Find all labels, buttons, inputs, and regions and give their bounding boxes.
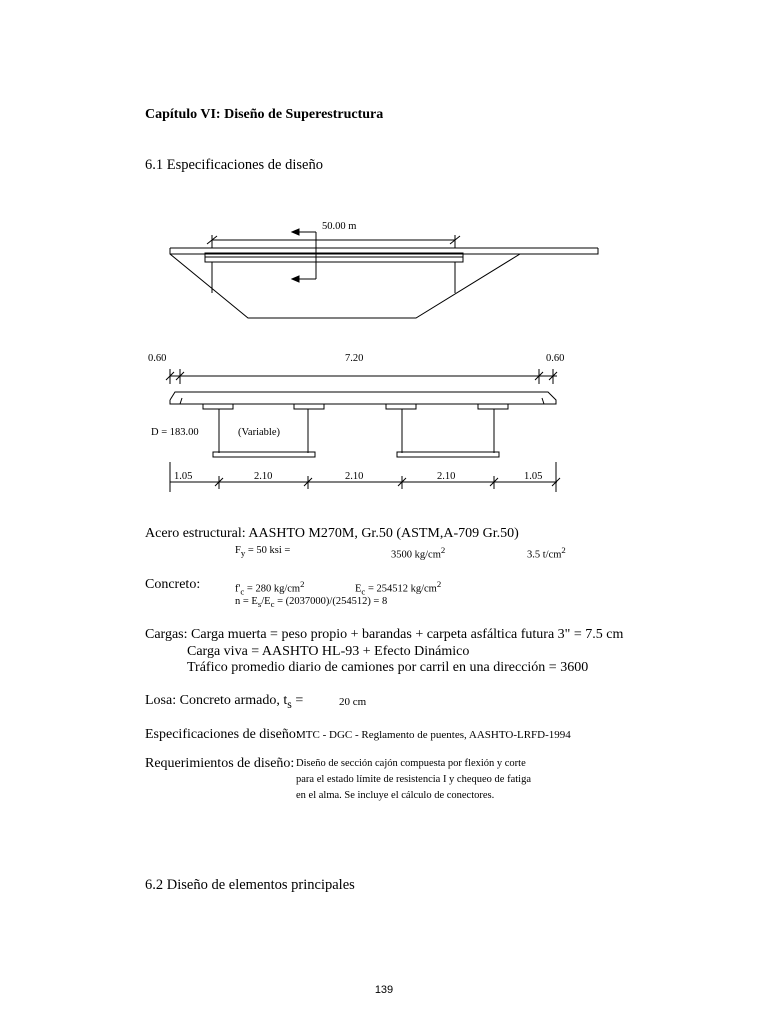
loads-line-2: Carga viva = AASHTO HL-93 + Efecto Dinámico [187,644,470,659]
slab-value: 20 cm [339,696,367,708]
bottom-dim-3: 2.10 [345,471,364,482]
design-specs-value: MTC - DGC - Reglamento de puentes, AASHTO-LRFD-1994 [296,729,571,741]
page-number: 139 [374,984,394,996]
bottom-dim-2: 2.10 [254,471,273,482]
fy-alt-value: 3.5 $t/cm^2$ [527,545,566,561]
loads-line-3: Tráfico promedio diario de camiones por carril en una dirección = 3600 [187,660,589,675]
requirements-label: Requerimientos de diseño: [145,756,295,771]
requirements-line-1: Diseño de sección cajón compuesta por flexión y corte [296,758,526,769]
dim-right-label: 0.60 [546,353,565,364]
requirements-line-3: en el alma. Se incluye el cálculo de conectores. [296,790,495,801]
fy-value: 3500 $kg/cm^2$ [391,545,446,561]
fy-formula: $F_y = 50$ ksi = [235,545,291,559]
requirements-line-2: para el estado límite de resistencia I y chequeo de fatiga [296,774,531,785]
bottom-dim-5: 1.05 [524,471,543,482]
fc-formula: $f'_c = 280$ $kg/cm^2$ [235,579,305,597]
bottom-dim-4: 2.10 [437,471,456,482]
loads-line-1: Cargas: Carga muerta = peso propio + barandas + carpeta asfáltica futura 3" = 7.5 cm [145,627,624,642]
concrete-label: Concreto: [145,577,201,592]
n-formula: $n = E_s/E_c = (2037000)/(254512) = 8$ [235,596,388,610]
depth-label: D = 183.00 [151,427,199,438]
span-dimension-label: 50.00 m [322,221,357,232]
variable-label: (Variable) [238,427,280,438]
elevation-view [170,229,598,318]
design-specs-label: Especificaciones de diseño: [145,727,300,742]
bottom-dim-1: 1.05 [174,471,193,482]
dim-left-label: 0.60 [148,353,167,364]
slab-label: Losa: Concreto armado, $t_s$ = [145,693,304,711]
chapter-title: Capítulo VI: Diseño de Superestructura [145,107,384,122]
section-heading-6-1: 6.1 Especificaciones de diseño [145,157,323,173]
ec-formula: $E_c = 254512$ $kg/cm^2$ [355,579,442,597]
section-heading-6-2: 6.2 Diseño de elementos principales [145,877,355,893]
dim-center-label: 7.20 [345,353,364,364]
steel-label: Acero estructural: AASHTO M270M, Gr.50 (ASTM,A-709 Gr.50) [145,526,519,541]
